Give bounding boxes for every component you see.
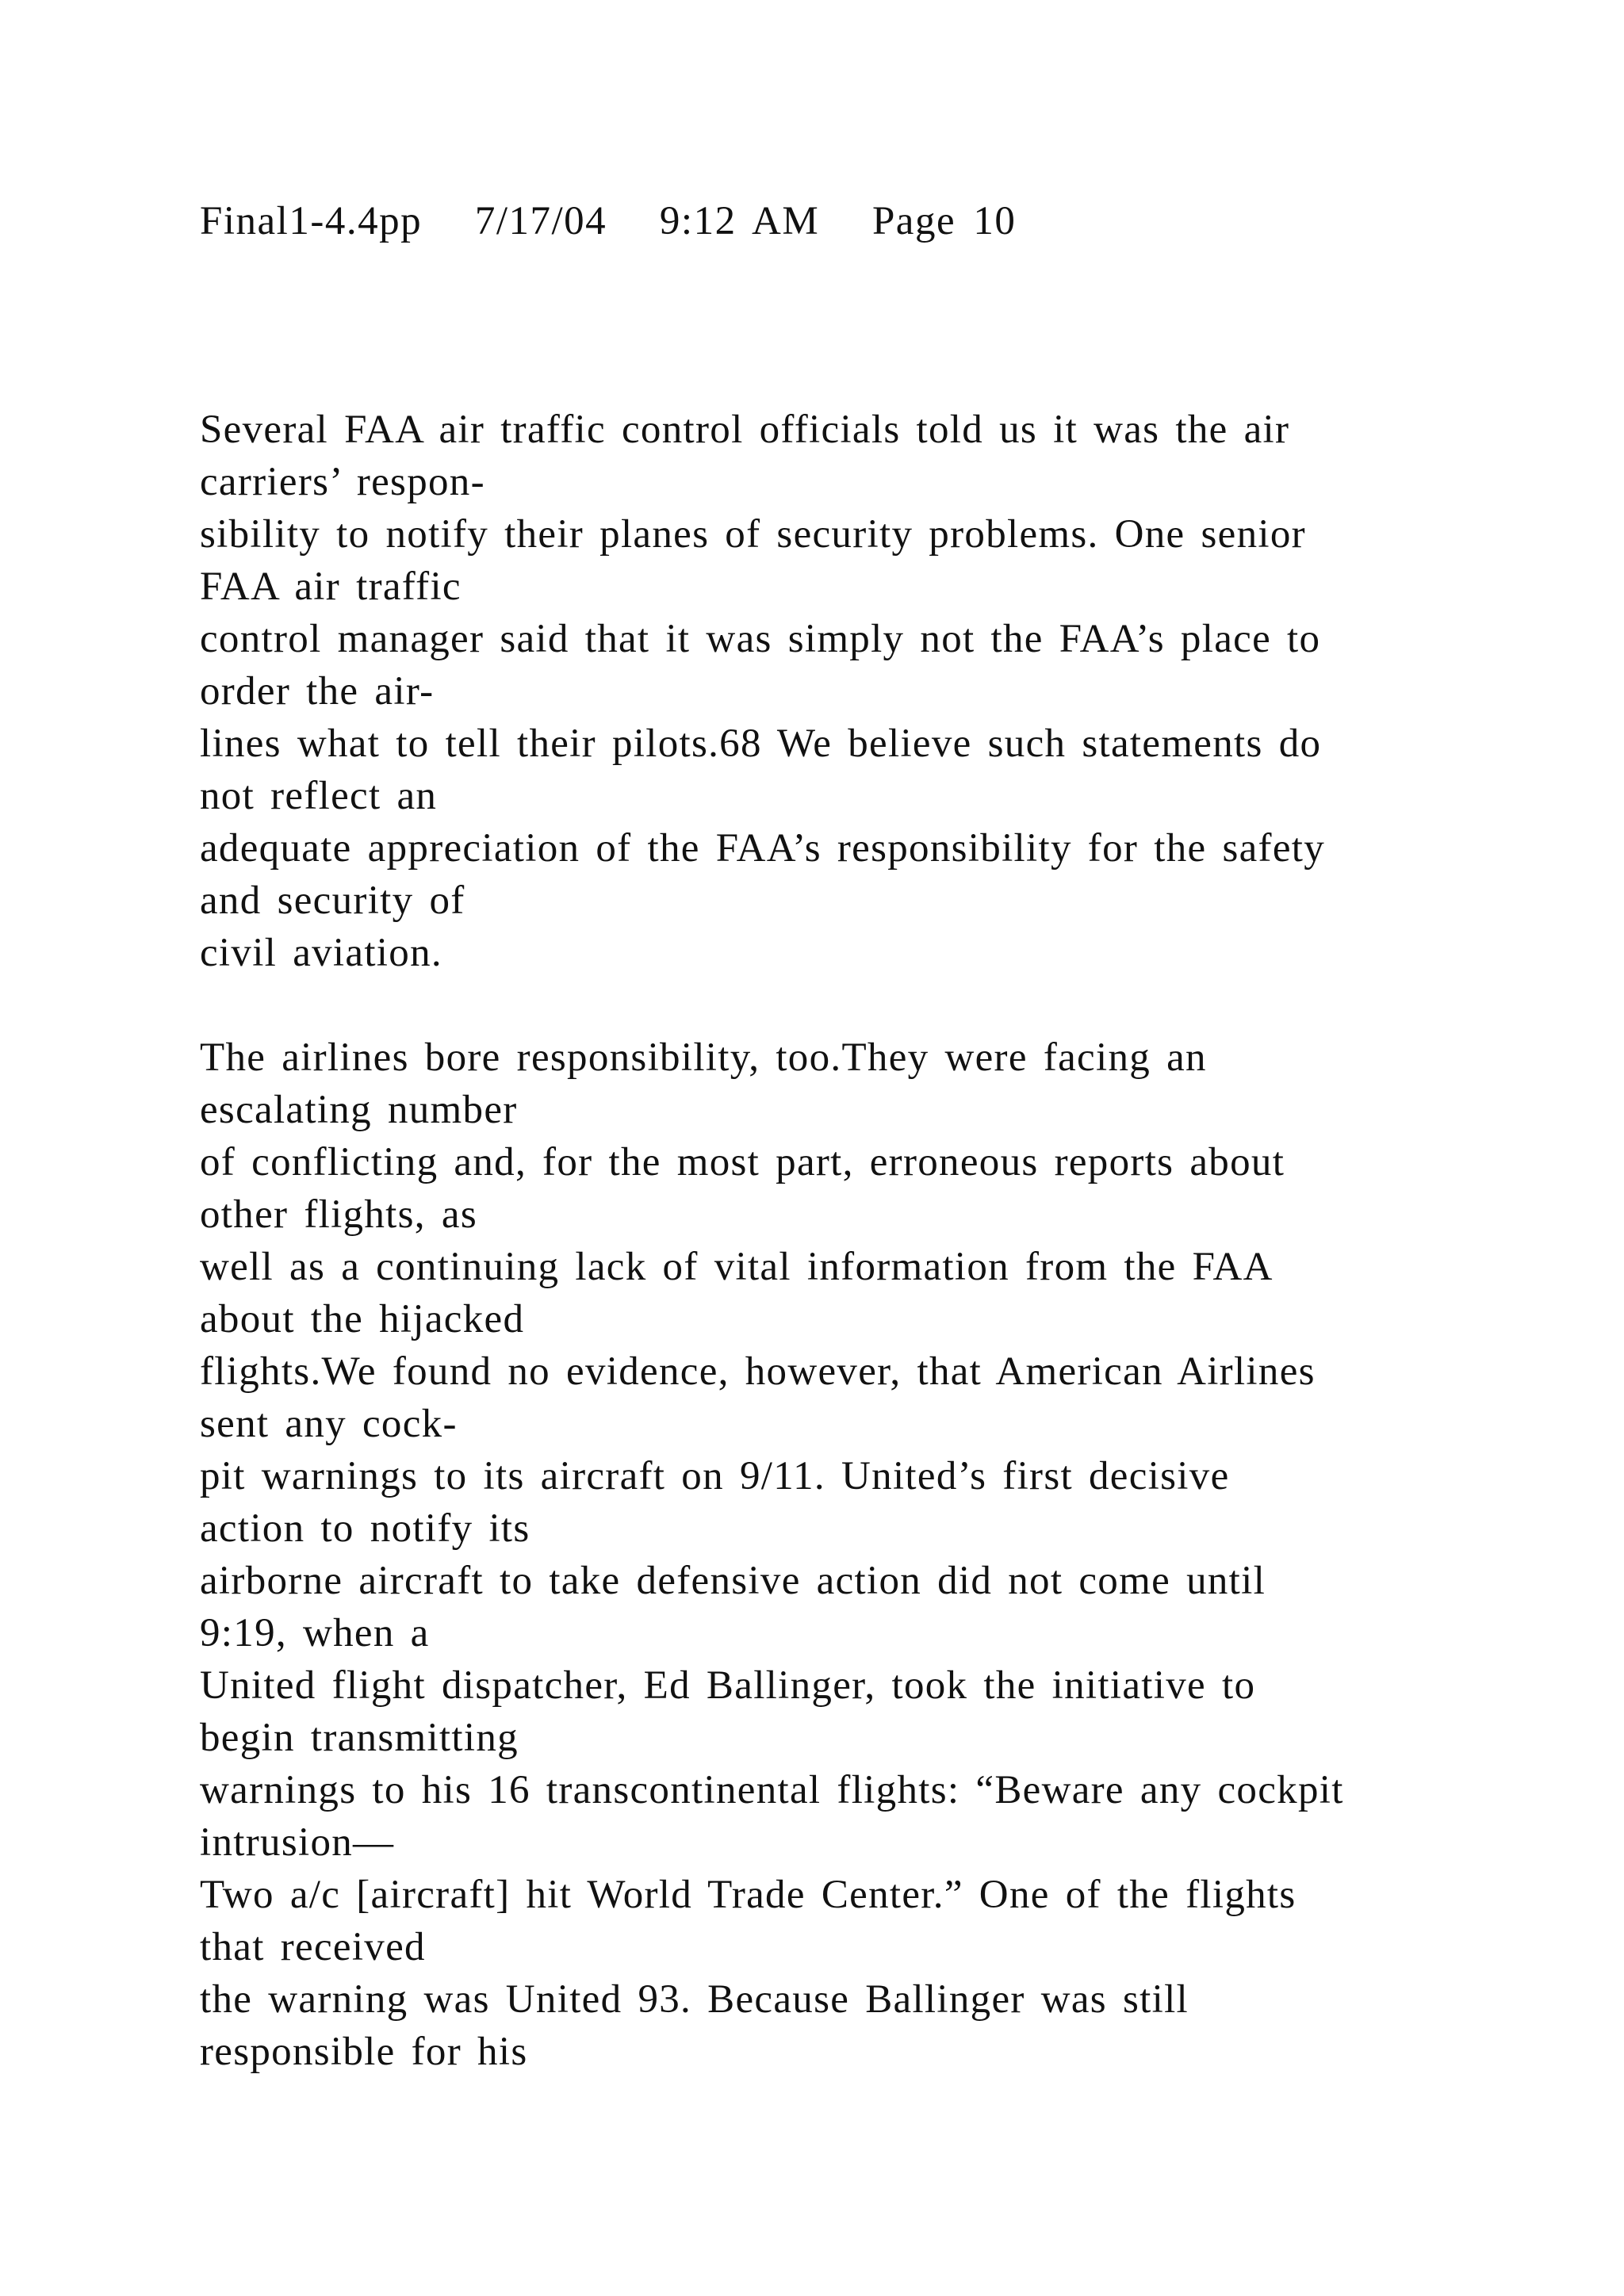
text-line: well as a continuing lack of vital information from the FAA (200, 1245, 1274, 1289)
text-line: Several FAA air traffic control officials told us it was the air (200, 408, 1290, 452)
text-line: responsible for his (200, 2030, 528, 2074)
text-line: and security of (200, 878, 465, 923)
text-line: pit warnings to its aircraft on 9/11. United’s first decisive (200, 1454, 1230, 1498)
page-header: Final1-4.4pp 7/17/04 9:12 AM Page 10 (200, 199, 1017, 243)
text-line: United flight dispatcher, Ed Ballinger, took the initiative to (200, 1663, 1256, 1708)
text-line: about the hijacked (200, 1297, 525, 1341)
text-line: flights.We found no evidence, however, that American Airlines (200, 1349, 1316, 1394)
text-line: order the air- (200, 669, 435, 714)
text-line: of conflicting and, for the most part, erroneous reports about (200, 1140, 1285, 1184)
text-line: other flights, as (200, 1192, 477, 1237)
text-line: FAA air traffic (200, 564, 462, 609)
text-line: airborne aircraft to take defensive action did not come until (200, 1559, 1266, 1603)
text-line: civil aviation. (200, 931, 442, 975)
paragraph-airlines-responsibility (200, 1031, 1344, 2078)
text-line: escalating number (200, 1088, 518, 1132)
text-line: not reflect an (200, 774, 438, 818)
text-line: warnings to his 16 transcontinental flights: “Beware any cockpit (200, 1768, 1344, 1812)
text-line: 9:19, when a (200, 1611, 430, 1655)
text-line: lines what to tell their pilots.68 We believe such statements do (200, 721, 1322, 766)
text-line: the warning was United 93. Because Ballinger was still (200, 1977, 1189, 2022)
text-line: sent any cock- (200, 1402, 458, 1446)
text-line: that received (200, 1925, 426, 1969)
text-line: carriers’ respon- (200, 460, 485, 504)
text-line: Two a/c [aircraft] hit World Trade Center.” One of the flights (200, 1873, 1297, 1917)
text-line: begin transmitting (200, 1716, 519, 1760)
text-line: control manager said that it was simply not the FAA’s place to (200, 617, 1321, 661)
text-line: action to notify its (200, 1506, 530, 1551)
text-line: The airlines bore responsibility, too.They were facing an (200, 1035, 1207, 1080)
text-line: adequate appreciation of the FAA’s responsibility for the safety (200, 826, 1326, 871)
text-line: sibility to notify their planes of security problems. One senior (200, 512, 1306, 557)
paragraph-faa-responsibility (200, 404, 1325, 979)
text-line: intrusion— (200, 1820, 395, 1865)
